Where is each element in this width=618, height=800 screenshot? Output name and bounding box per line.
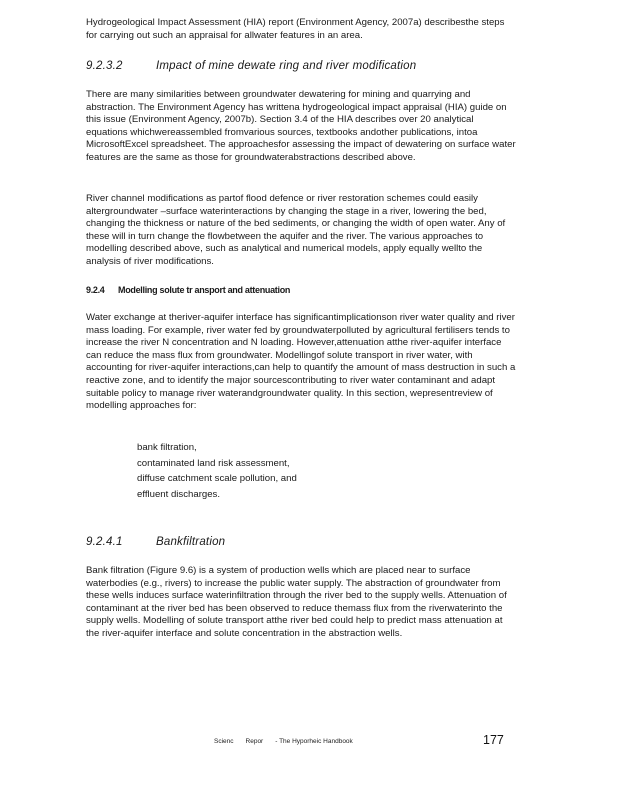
river-modification-paragraph: River channel modifications as partof flood defence or river restoration schemes could easily altergroundwater –surface waterinteractions by changing the stage in a river, lowering the bed, changing the thickness or nature of the bed sediments, or changing the width of open water. Any of these will in turn change the flowbetween the aquifer and the river. The various approaches to modelling described above, such as analytical and numerical models, apply equally wellto the analysis of river modifications. xyxy=(86,193,506,267)
section-title: Modelling solute tr ansport and attenuation xyxy=(118,285,291,295)
section-heading-9-2-4-1 xyxy=(86,536,225,548)
section-number: 9.2.3.2 xyxy=(86,60,123,72)
footer-title: - The Hyporheic Handbook xyxy=(275,738,353,745)
list-item: contaminated land risk assessment, xyxy=(137,457,290,469)
section-title: Bankfiltration xyxy=(156,536,226,548)
section-number: 9.2.4.1 xyxy=(86,536,123,548)
page-number: 177 xyxy=(483,733,504,747)
section-heading-9-2-4 xyxy=(86,285,290,295)
footer-part: Repor xyxy=(245,738,264,745)
approaches-list xyxy=(127,440,297,502)
mine-dewatering-paragraph: There are many similarities between groundwater dewatering for mining and quarrying and abstraction. The Environment Agency has writtena hydrogeological impact appraisal (HIA) guide on this issue (Environment Agency, 2007b). Section 3.4 of the HIA describes over 20 analytical equations whichwereassembled fromvarious sources, textbooks andother publications, intoa MicrosoftExcel spreadsheet. The approachesfor assessing the impact of dewatering on surface water features are the same as those for groundwaterabstractions described above. xyxy=(86,89,516,163)
solute-transport-paragraph: Water exchange at theriver-aquifer interface has significantimplicationson river water quality and river mass loading. For example, river water fed by groundwaterpolluted by agricultural fertilisers tends to increase the river N concentration and N loading. However,attenuation atthe river-aquifer interface can reduce the mass flux from groundwater. Modellingof solute transport in river water, with accounting for river-aquifer interactions,can help to quantify the amount of mass destruction in such a reactive zone, and to identify the major sourcescontributing to river water contaminant and adapt suitable policy to manage river waterandgroundwater quality. In this section, wepresentreview of modelling approaches for: xyxy=(86,312,516,412)
list-item: bank filtration, xyxy=(137,442,197,453)
footer-part: Scienc xyxy=(214,738,234,745)
page-footer xyxy=(214,738,365,745)
bank-filtration-paragraph: Bank filtration (Figure 9.6) is a system of production wells which are placed near to surface waterbodies (e.g., rivers) to increase the public water supply. The abstraction of groundwater from these wells induces surface waterinfiltration through the river bed to the supply wells. Attenuation of contaminant at the river bed has been observed to reduce themass flux from the riverwaterinto the supply wells. Modelling of solute transport atthe river bed could help to predict mass attenuation at the river-aquifer interface and solute concentration in the abstraction wells. xyxy=(86,565,507,639)
intro-paragraph: Hydrogeological Impact Assessment (HIA) report (Environment Agency, 2007a) describesthe steps for carrying out such an appraisal for allwater features in an area. xyxy=(86,17,505,41)
section-title: Impact of mine dewate ring and river modification xyxy=(156,60,417,72)
list-item: effluent discharges. xyxy=(137,488,221,500)
section-number: 9.2.4 xyxy=(86,285,105,295)
section-heading-9-2-3-2 xyxy=(86,60,416,72)
list-item: diffuse catchment scale pollution, and xyxy=(137,473,297,484)
